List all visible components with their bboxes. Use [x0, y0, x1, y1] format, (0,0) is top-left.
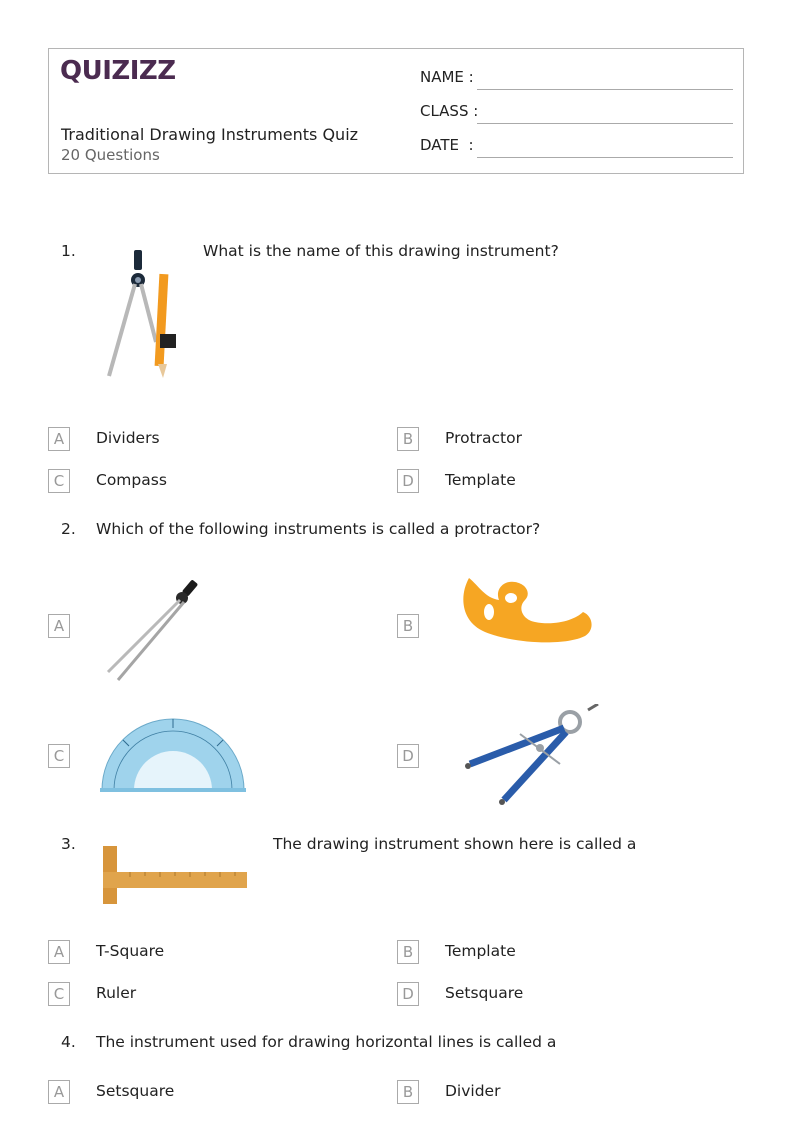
option-box-a[interactable]: A	[48, 1080, 70, 1104]
class-label: CLASS :	[420, 102, 479, 120]
option-text[interactable]: Dividers	[96, 429, 160, 447]
option-box-c[interactable]: C	[48, 744, 70, 768]
question-3-number: 3.	[61, 835, 76, 853]
option-box-c[interactable]: C	[48, 982, 70, 1006]
option-text[interactable]: Protractor	[445, 429, 522, 447]
option-box-b[interactable]: B	[397, 1080, 419, 1104]
question-3-text: The drawing instrument shown here is called a	[273, 835, 637, 853]
compass-with-pencil-image	[100, 246, 184, 382]
option-text[interactable]: Ruler	[96, 984, 137, 1002]
option-text[interactable]: Compass	[96, 471, 167, 489]
question-2-number: 2.	[61, 520, 76, 538]
option-box-b[interactable]: B	[397, 940, 419, 964]
protractor-image[interactable]	[100, 706, 246, 792]
option-box-a[interactable]: A	[48, 614, 70, 638]
option-box-c[interactable]: C	[48, 469, 70, 493]
name-label: NAME :	[420, 68, 474, 86]
french-curve-image[interactable]	[455, 572, 595, 648]
question-2-text: Which of the following instruments is called a protractor?	[96, 520, 541, 538]
class-line[interactable]	[477, 123, 733, 124]
option-box-b[interactable]: B	[397, 427, 419, 451]
option-text[interactable]: Template	[445, 471, 516, 489]
blue-compass-image[interactable]	[460, 704, 606, 808]
question-4-text: The instrument used for drawing horizontal lines is called a	[96, 1033, 557, 1051]
dividers-image[interactable]	[100, 576, 210, 684]
date-label: DATE :	[420, 136, 474, 154]
option-text[interactable]: Template	[445, 942, 516, 960]
option-box-a[interactable]: A	[48, 427, 70, 451]
quizizz-logo: QUIZIZZ	[60, 56, 176, 86]
option-box-d[interactable]: D	[397, 469, 419, 493]
option-text[interactable]: Setsquare	[96, 1082, 175, 1100]
question-4-number: 4.	[61, 1033, 76, 1051]
option-box-b[interactable]: B	[397, 614, 419, 638]
date-line[interactable]	[477, 157, 733, 158]
name-line[interactable]	[477, 89, 733, 90]
quiz-title: Traditional Drawing Instruments Quiz	[61, 125, 359, 144]
question-count: 20 Questions	[61, 146, 160, 164]
option-text[interactable]: T-Square	[96, 942, 165, 960]
option-box-d[interactable]: D	[397, 982, 419, 1006]
t-square-image	[100, 842, 250, 908]
option-text[interactable]: Setsquare	[445, 984, 524, 1002]
option-box-a[interactable]: A	[48, 940, 70, 964]
question-1-text: What is the name of this drawing instrument?	[203, 242, 559, 260]
question-1-number: 1.	[61, 242, 76, 260]
option-box-d[interactable]: D	[397, 744, 419, 768]
option-text[interactable]: Divider	[445, 1082, 501, 1100]
